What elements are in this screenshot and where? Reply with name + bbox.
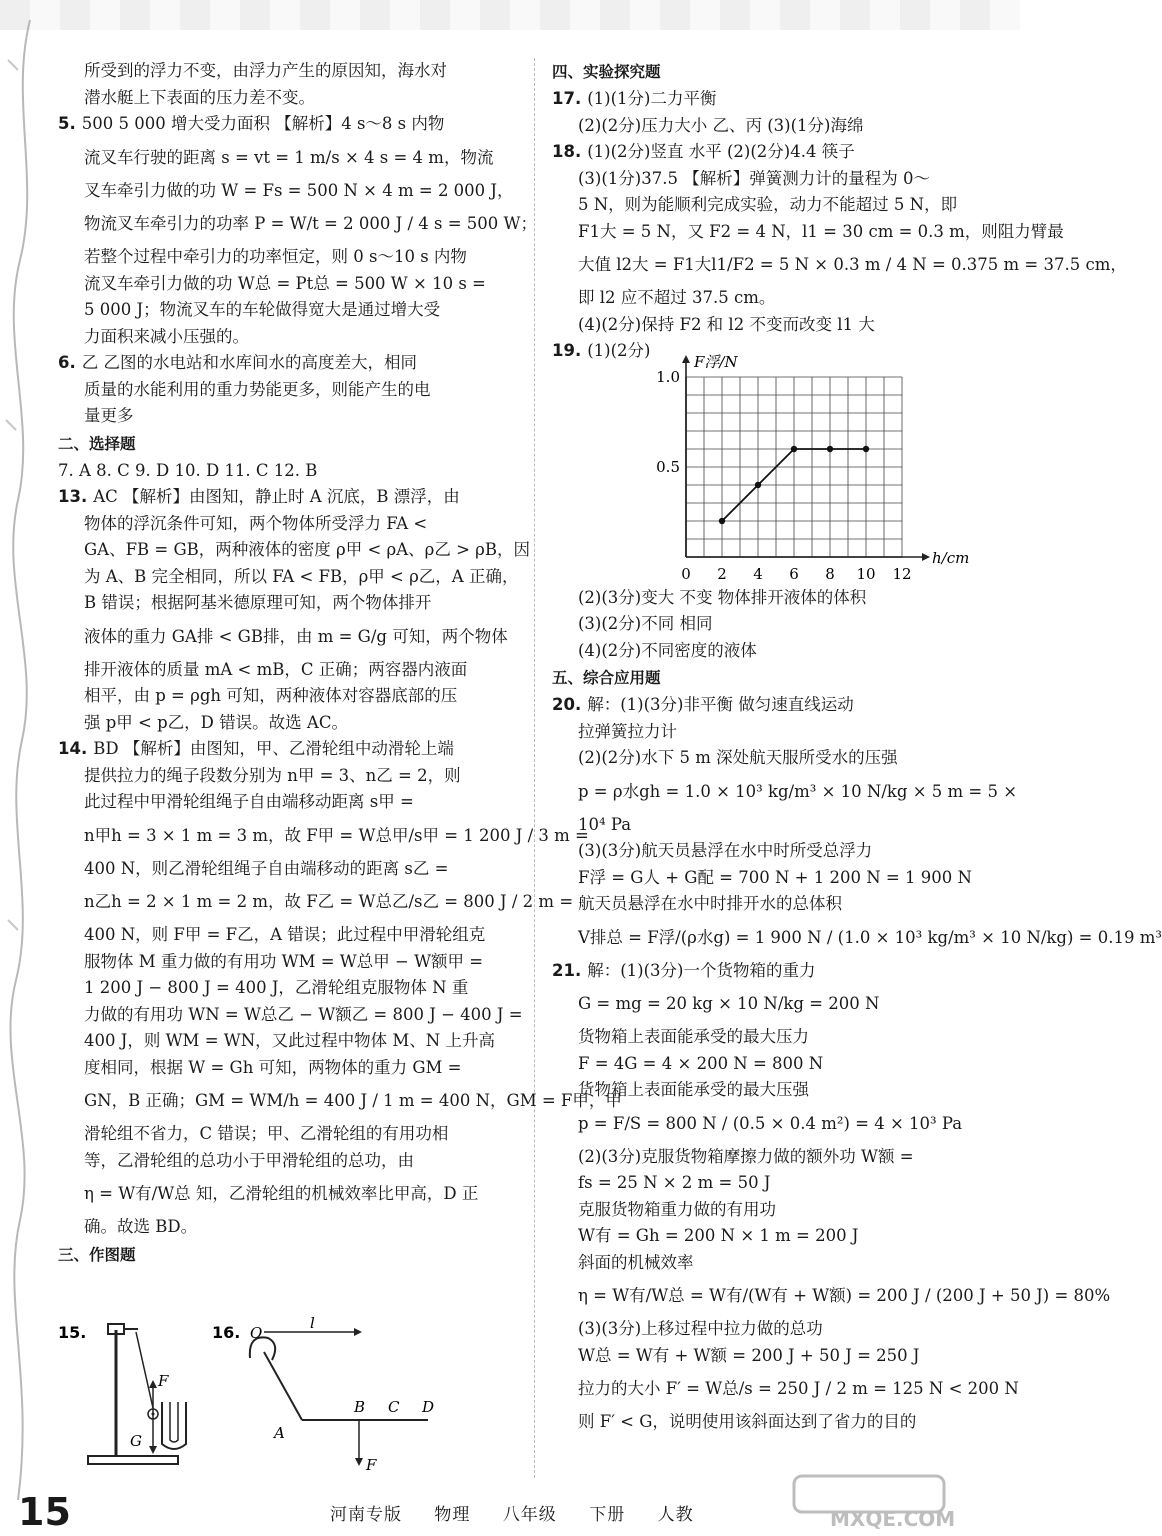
answer-line: fs = 25 N × 2 m = 50 J: [578, 1173, 771, 1192]
data-point: [719, 517, 725, 523]
right-column-bottom: [552, 585, 1162, 1436]
fig16-label-l: l: [310, 1314, 315, 1332]
question-answer: [552, 86, 992, 113]
answer-line: F浮 = G人 + G配 = 700 N + 1 200 N = 1 900 N: [578, 867, 972, 887]
answer-line: (2)(2分)压力大小 乙、丙 (3)(1分)海绵: [578, 115, 864, 135]
answer-line: GA、FB = GB，两种液体的密度 ρ甲 < ρA、ρ乙 > ρB，因: [84, 540, 531, 559]
answer-line: n甲h = 3 × 1 m = 3 m，故 F甲 = W总甲/s甲 = 1 200 J / 3 m =: [84, 825, 589, 845]
answer-line: 5 000 J；物流叉车的车轮做得宽大是通过增大受: [84, 300, 441, 319]
answer-line: 量更多: [84, 406, 134, 425]
answer-line: W有 = Gh = 200 N × 1 m = 200 J: [578, 1226, 859, 1245]
answer-line: 叉车牵引力做的功 W = Fs = 500 N × 4 m = 2 000 J，: [84, 180, 514, 200]
answer-line: 5 N，则为能顺利完成实验，动力不能超过 5 N，即: [578, 195, 958, 214]
answer-line: 所受到的浮力不变，由浮力产生的原因知，海水对: [84, 61, 447, 80]
question-answer: [58, 484, 510, 511]
question-number: 21.: [552, 960, 582, 980]
y-axis-label: F浮/N: [694, 352, 738, 371]
question-answer: [58, 736, 510, 763]
answer-text: 乙 乙图的水电站和水库间水的高度差大，相同: [81, 353, 417, 372]
answer-line: B 错误；根据阿基米德原理可知，两个物体排开: [84, 593, 432, 612]
answer-line: η = W有/W总 = W有/(W有 + W额) = 200 J / (200 J + 50 J) = 80%: [578, 1286, 1111, 1305]
right-column: [552, 58, 1162, 1436]
fig16-label-C: C: [388, 1398, 400, 1416]
fig16-label-D: D: [422, 1398, 435, 1416]
x-axis-label: h/cm: [932, 548, 970, 567]
watermark-logo: [790, 1470, 1020, 1530]
footer-volume: 下册: [589, 1505, 626, 1525]
answer-line: (3)(2分)不同 相同: [578, 614, 713, 633]
column-divider: [534, 58, 535, 1478]
diagram-figures: [58, 1316, 518, 1486]
answer-text: 500 5 000 增大受力面积 【解析】4 s～8 s 内物: [81, 114, 445, 133]
answer-line: η = W有/W总 知，乙滑轮组的机械效率比甲高，D 正: [84, 1184, 479, 1203]
answer-line: 400 J，则 WM = WN，又此过程中物体 M、N 上升高: [84, 1031, 495, 1050]
fig16-label-F: F: [366, 1456, 377, 1474]
answer-line: 确。故选 BD。: [84, 1217, 198, 1236]
answer-line: F = 4G = 4 × 200 N = 800 N: [578, 1053, 824, 1073]
answer-line: 400 N，则乙滑轮组绳子自由端移动的距离 s乙 =: [84, 858, 449, 878]
x-tick-label: 0: [681, 564, 691, 583]
answer-line: 流叉车行驶的距离 s = vt = 1 m/s × 4 s = 4 m，物流: [84, 147, 494, 167]
question-answer: [552, 958, 992, 985]
fig15-label-F: F: [158, 1372, 169, 1390]
fig15-number: 15.: [58, 1323, 87, 1342]
answer-line: 滑轮组不省力，C 错误；甲、乙滑轮组的有用功相: [84, 1124, 449, 1143]
answer-line: 克服货物箱重力做的有用功: [578, 1199, 776, 1219]
answer-text: AC 【解析】由图知，静止时 A 沉底，B 漂浮，由: [93, 487, 460, 506]
answer-line: G = mg = 20 kg × 10 N/kg = 200 N: [578, 994, 880, 1013]
y-tick-label: 0.5: [656, 457, 680, 476]
answer-line: 力面积来减小压强的。: [84, 326, 249, 346]
answer-text: 解：(1)(3分)一个货物箱的重力: [587, 960, 816, 980]
answer-line: 液体的重力 GA排 < GB排，由 m = G/g 可知，两个物体: [84, 626, 508, 646]
chart-svg: [552, 352, 992, 585]
question-number: 20.: [552, 695, 582, 714]
question-number: 18.: [552, 142, 582, 161]
answer-line: 流叉车牵引力做的功 W总 = Pt总 = 500 W × 10 s =: [84, 273, 486, 293]
data-point: [827, 445, 833, 451]
answer-text: (1)(1分)二力平衡: [587, 89, 717, 108]
fig15-diagram: [58, 1323, 186, 1464]
answer-line: 即 l2 应不超过 37.5 cm。: [578, 288, 776, 307]
answer-line: 提供拉力的绳子段数分别为 n甲 = 3、n乙 = 2，则: [84, 765, 461, 785]
footer-labels: [330, 1500, 720, 1525]
fig15-label-G: G: [130, 1432, 142, 1450]
question-answer: [58, 111, 510, 138]
answer-line: F1大 = 5 N，又 F2 = 4 N，l1 = 30 cm = 0.3 m，则阻力臂最: [578, 221, 1064, 241]
question-number: 5.: [58, 114, 76, 133]
answer-line: 相平，由 p = ρgh 可知，两种液体对容器底部的压: [84, 686, 458, 705]
fig16-number: 16.: [212, 1323, 241, 1342]
fig16-label-A: A: [274, 1424, 285, 1442]
answer-line: 大值 l2大 = F1大l1/F2 = 5 N × 0.3 m / 4 N = 0.375 m = 37.5 cm，: [578, 255, 1127, 274]
answer-line: 拉力的大小 F′ = W总/s = 250 J / 2 m = 125 N < 200 N: [578, 1379, 1019, 1398]
question-number: 13.: [58, 487, 88, 506]
right-column-top: [552, 58, 1127, 365]
answer-line: 服物体 M 重力做的有用功 WM = W总甲 − W额甲 =: [84, 951, 484, 971]
answer-line: 质量的水能利用的重力势能更多，则能产生的电: [84, 379, 431, 399]
answer-line: (2)(3分)克服货物箱摩擦力做的额外功 W额 =: [578, 1146, 914, 1166]
answer-line: (4)(2分)保持 F2 和 l2 不变而改变 l1 大: [578, 314, 875, 334]
answer-line: V排总 = F浮/(ρ水g) = 1 900 N / (1.0 × 10³ kg/m³ × 10 N/kg) = 0.19 m³: [578, 927, 1162, 947]
answer-line: 7. A 8. C 9. D 10. D 11. C 12. B: [58, 460, 318, 480]
left-margin-decoration: [0, 20, 48, 1500]
footer-publisher: 人教: [657, 1505, 694, 1525]
answer-line: 强 p甲 < p乙，D 错误。故选 AC。: [84, 712, 348, 732]
fig16-label-B: B: [354, 1398, 366, 1416]
answer-text: (1)(2分)竖直 水平 (2)(2分)4.4 筷子: [587, 142, 855, 161]
footer-grade: 八年级: [502, 1505, 557, 1525]
answer-line: 排开液体的质量 mA < mB，C 正确；两容器内液面: [84, 659, 468, 679]
answer-text: BD 【解析】由图知，甲、乙滑轮组中动滑轮上端: [93, 739, 454, 758]
fig16-diagram: [212, 1314, 434, 1474]
top-decoration: [0, 0, 1020, 30]
footer-subject: 物理: [434, 1505, 471, 1525]
answer-line: 力做的有用功 WN = W总乙 − W额乙 = 800 J − 400 J =: [84, 1004, 523, 1024]
answer-line: 10⁴ Pa: [578, 814, 632, 834]
answer-line: (3)(3分)上移过程中拉力做的总功: [578, 1319, 823, 1338]
answer-line: 航天员悬浮在水中时排开水的总体积: [578, 894, 842, 913]
question-number: 17.: [552, 89, 582, 108]
answer-line: 1 200 J − 800 J = 400 J，乙滑轮组克服物体 N 重: [84, 978, 469, 997]
question-answer: [552, 338, 992, 365]
answer-line: p = ρ水gh = 1.0 × 10³ kg/m³ × 10 N/kg × 5 m = 5 ×: [578, 781, 1018, 801]
answer-line: 若整个过程中牵引力的功率恒定，则 0 s～10 s 内物: [84, 247, 467, 266]
y-tick-label: 1.0: [656, 367, 680, 386]
answer-line: 为 A、B 完全相同，所以 FA < FB，ρ甲 < ρ乙，A 正确，: [84, 566, 519, 586]
x-tick-label: 12: [892, 564, 912, 583]
watermark-text: MXQE.COM: [830, 1507, 956, 1531]
answer-line: 斜面的机械效率: [578, 1252, 694, 1272]
x-tick-label: 6: [789, 564, 799, 583]
x-tick-label: 8: [825, 564, 835, 583]
answer-line: (2)(3分)变大 不变 物体排开液体的体积: [578, 587, 867, 607]
answer-line: (2)(2分)水下 5 m 深处航天服所受水的压强: [578, 748, 898, 767]
footer-edition: 河南专版: [330, 1505, 402, 1525]
answer-line: 物体的浮沉条件可知，两个物体所受浮力 FA <: [84, 513, 428, 533]
answer-line: 潜水艇上下表面的压力差不变。: [84, 87, 315, 107]
answer-line: GN，B 正确；GM = WM/h = 400 J / 1 m = 400 N，GM = F甲，甲: [84, 1091, 622, 1110]
answer-text: (1)(2分): [587, 341, 651, 360]
drawing-answers: [58, 1316, 518, 1486]
answer-line: 货物箱上表面能承受的最大压力: [578, 1027, 809, 1046]
answer-line: (3)(1分)37.5 【解析】弹簧测力计的量程为 0～: [578, 168, 930, 188]
section-heading: 三、作图题: [58, 1245, 136, 1264]
fig16-hook: [250, 1337, 275, 1360]
answer-line: W总 = W有 + W额 = 200 J + 50 J = 250 J: [578, 1345, 920, 1365]
data-point: [791, 445, 797, 451]
question-answer: [552, 139, 992, 166]
fig15-base: [88, 1456, 178, 1464]
x-tick-label: 10: [856, 564, 876, 583]
data-point: [755, 481, 761, 487]
question-answer: [552, 692, 992, 719]
data-point: [863, 445, 869, 451]
answer-line: (3)(3分)航天员悬浮在水中时所受总浮力: [578, 841, 873, 860]
question-number: 14.: [58, 739, 88, 758]
x-tick-label: 4: [753, 564, 763, 583]
fig16-label-O: O: [250, 1324, 263, 1342]
answer-line: 等，乙滑轮组的总功小于甲滑轮组的总功，由: [84, 1150, 414, 1170]
section-heading: 四、实验探究题: [552, 63, 661, 81]
page-number: 15: [18, 1490, 71, 1534]
answer-line: 拉弹簧拉力计: [578, 721, 677, 741]
question-number: 19.: [552, 341, 582, 360]
answer-line: 此过程中甲滑轮组绳子自由端移动距离 s甲 =: [84, 792, 414, 811]
answer-line: (4)(2分)不同密度的液体: [578, 640, 757, 660]
question-answer: [58, 350, 510, 377]
buoyancy-depth-chart: [552, 352, 992, 585]
fig16-lever-bent: [264, 1352, 302, 1420]
answer-text: 解：(1)(3分)非平衡 做匀速直线运动: [587, 695, 854, 714]
answer-line: 则 F′ < G，说明使用该斜面达到了省力的目的: [578, 1412, 917, 1431]
answer-line: 400 N，则 F甲 = F乙，A 错误；此过程中甲滑轮组克: [84, 925, 486, 944]
answer-line: p = F/S = 800 N / (0.5 × 0.4 m²) = 4 × 10³ Pa: [578, 1113, 963, 1133]
answer-line: 度相同，根据 W = Gh 可知，两物体的重力 GM =: [84, 1057, 462, 1077]
answer-line: n乙h = 2 × 1 m = 2 m，故 F乙 = W总乙/s乙 = 800 J / 2 m =: [84, 892, 574, 911]
question-number: 6.: [58, 353, 76, 372]
x-tick-label: 2: [717, 564, 727, 583]
section-heading: 二、选择题: [58, 434, 136, 453]
answer-line: 物流叉车牵引力的功率 P = W/t = 2 000 J / 4 s = 500 W；: [84, 214, 537, 233]
fig15-spring: [136, 1332, 153, 1408]
x-axis-arrow: [922, 553, 930, 561]
section-heading: 五、综合应用题: [552, 669, 661, 687]
answer-line: 货物箱上表面能承受的最大压强: [578, 1080, 809, 1099]
